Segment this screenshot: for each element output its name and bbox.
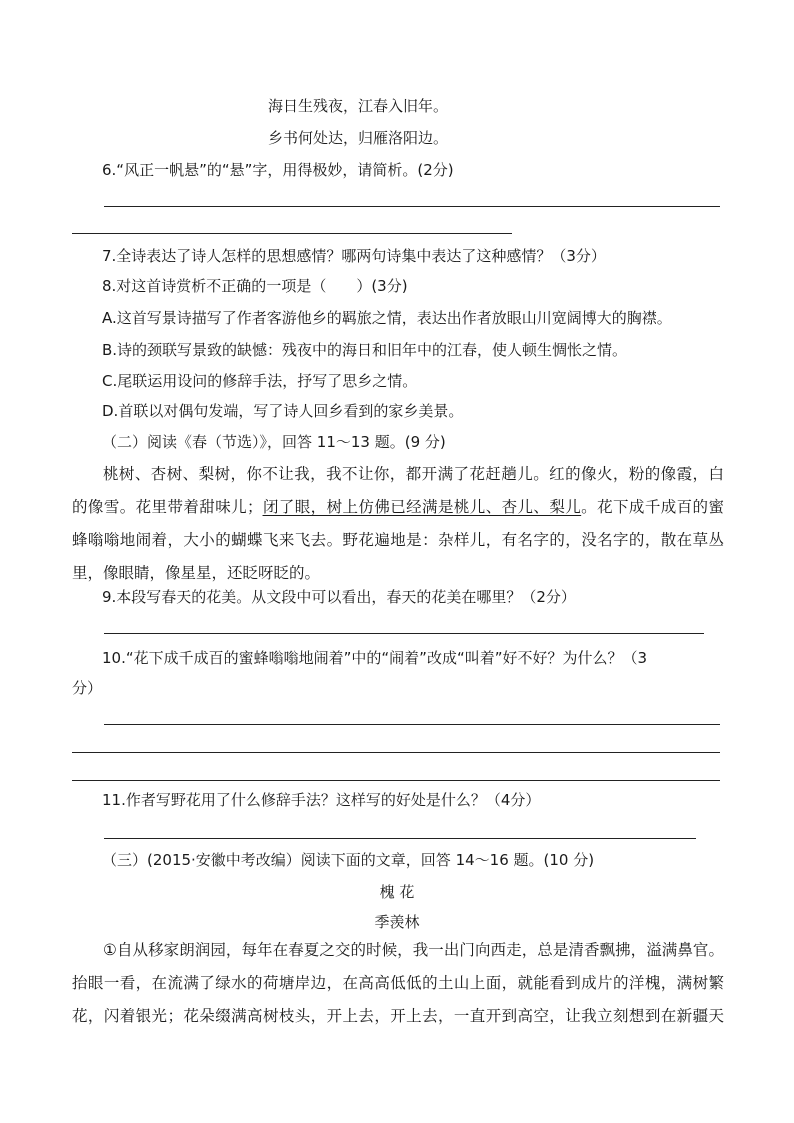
q8-option-c: C.尾联运用设问的修辞手法，抒写了思乡之情。 [102, 372, 418, 390]
passage-line [72, 491, 724, 524]
passage-line: 花，闪着银光；花朵缀满高树枝头，开上去，开上去，一直开到高空，让我立刻想到在新疆天 [72, 1007, 724, 1025]
answer-line-q10-2[interactable] [72, 752, 720, 753]
answer-line-q11[interactable] [104, 838, 696, 839]
passage-line: 里，像眼睛，像星星，还眨呀眨的。 [72, 564, 321, 582]
question-11: 11.作者写野花用了什么修辞手法？这样写的好处是什么？（4分） [102, 791, 541, 809]
question-6: 6.“风正一帆悬”的“悬”字，用得极妙，请简析。(2分) [102, 161, 454, 179]
question-9: 9.本段写春天的花美。从文段中可以看出，春天的花美在哪里？（2分） [102, 588, 576, 606]
passage-spring [72, 458, 724, 590]
passage-line: 蜂嗡嗡地闹着，大小的蝴蝶飞来飞去。野花遍地是：杂样儿，有名字的，没名字的，散在草丛 [72, 531, 724, 549]
question-8: 8.对这首诗赏析不正确的一项是（ ）(3分) [102, 277, 408, 295]
passage-text: 的像雪。花里带着甜味儿； [72, 498, 263, 516]
question-10-line-1: 10.“花下成千成百的蜜蜂嗡嗡地闹着”中的“闹着”改成“叫着”好不好？为什么？（3 [102, 649, 648, 667]
answer-line-q10-3[interactable] [72, 780, 720, 781]
section-3-heading: （三）(2015·安徽中考改编）阅读下面的文章，回答 14～16 题。(10 分) [102, 851, 595, 869]
passage-text: 。花下成千成百的蜜 [581, 498, 724, 516]
poem-line-1: 海日生残夜，江春入旧年。 [268, 97, 449, 115]
underlined-sentence: 闭了眼，树上仿佛已经满是桃儿、杏儿、梨儿 [262, 498, 582, 516]
passage-line: ①自从移家朗润园，每年在春夏之交的时候，我一出门向西走，总是清香飘拂，溢满鼻官。 [103, 941, 724, 959]
poem-line-2: 乡书何处达，归雁洛阳边。 [268, 129, 449, 147]
passage-line: 桃树、杏树、梨树，你不让我，我不让你，都开满了花赶趟儿。红的像火，粉的像霞，白 [103, 465, 724, 483]
answer-line-q6-2[interactable] [72, 233, 512, 234]
passage-huaihua [72, 934, 724, 1033]
answer-line-q9[interactable] [104, 633, 704, 634]
answer-line-q10-1[interactable] [104, 724, 720, 725]
passage-line: 抬眼一看，在流满了绿水的荷塘岸边，在高高低低的土山上面，就能看到成片的洋槐，满树繁 [72, 974, 724, 992]
article-title: 槐 花 [379, 883, 415, 901]
article-author: 季羡林 [374, 913, 420, 931]
q8-option-b: B.诗的颈联写景致的缺憾：残夜中的海日和旧年中的江春，使人顿生惆怅之情。 [102, 341, 628, 359]
q8-option-a: A.这首写景诗描写了作者客游他乡的羁旅之情，表达出作者放眼山川宽阔博大的胸襟。 [102, 309, 672, 327]
section-2-heading: （二）阅读《春（节选）》，回答 11～13 题。(9 分) [102, 433, 446, 451]
question-7: 7.全诗表达了诗人怎样的思想感情？哪两句诗集中表达了这种感情？（3分） [102, 247, 606, 265]
q8-option-d: D.首联以对偶句发端，写了诗人回乡看到的家乡美景。 [102, 402, 464, 420]
question-10-line-2: 分） [72, 679, 103, 697]
answer-line-q6-1[interactable] [104, 206, 720, 207]
